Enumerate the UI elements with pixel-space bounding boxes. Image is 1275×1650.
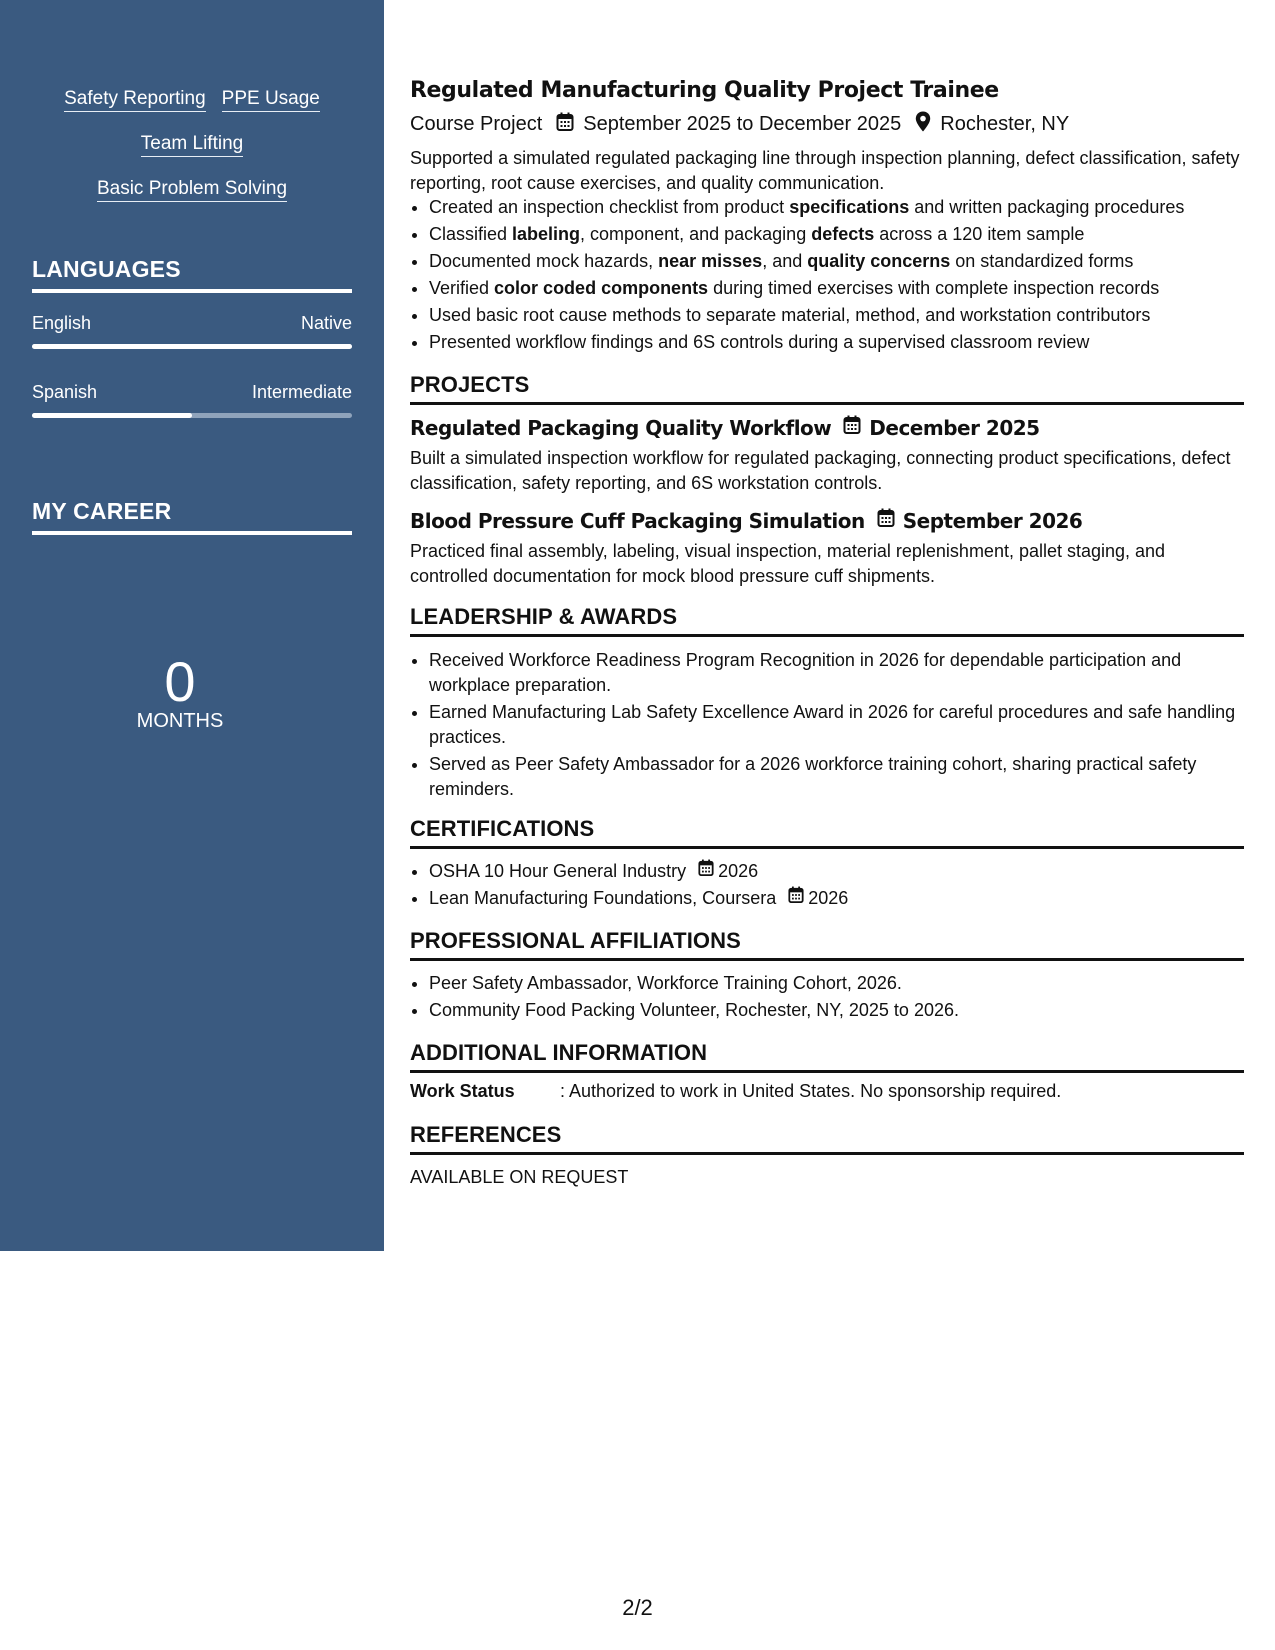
references-text: AVAILABLE ON REQUEST <box>410 1167 629 1187</box>
bullet-text: on standardized forms <box>950 251 1134 271</box>
job-bullet <box>429 221 1263 248</box>
project-date: December 2025 <box>869 415 1040 440</box>
languages-heading: LANGUAGES <box>32 256 352 293</box>
bullet-text: , and <box>762 251 808 271</box>
list-item: • Served as Peer Safety Ambassador for a 2026 workforce training cohort, sharing practical safety reminders. <box>429 752 1263 801</box>
list-item: • Earned Manufacturing Lab Safety Excellence Award in 2026 for careful procedures and safe handling practices. <box>429 700 1263 749</box>
project-name: Blood Pressure Cuff Packaging Simulation <box>410 508 865 533</box>
work-status-value: : Authorized to work in United States. No sponsorship required. <box>560 1081 1062 1101</box>
skill-tag-team-lifting[interactable]: Team Lifting <box>141 133 243 157</box>
skills-row-3 <box>0 178 384 202</box>
certification-name: • OSHA 10 Hour General Industry <box>429 861 687 881</box>
certifications-list <box>410 858 1263 912</box>
skill-tag-ppe-usage[interactable]: PPE Usage <box>222 88 320 112</box>
work-status-row <box>410 1081 1244 1102</box>
project-title-1 <box>410 415 1040 440</box>
list-item <box>429 858 1263 885</box>
language-bar-fill <box>32 413 192 418</box>
job-dates: September 2025 to December 2025 <box>583 113 902 135</box>
language-level: Native <box>300 313 352 333</box>
bullet-text: , component, and packaging <box>580 224 812 244</box>
calendar-icon <box>698 858 714 885</box>
bullet-text: Documented mock hazards, <box>429 251 659 271</box>
bullet-text: across a 120 item sample <box>874 224 1085 244</box>
additional-info-heading: ADDITIONAL INFORMATION <box>410 1040 1244 1073</box>
language-name: Spanish <box>32 382 98 402</box>
career-months-value: 0 <box>164 650 196 713</box>
list-item: • Community Food Packing Volunteer, Rochester, NY, 2025 to 2026. <box>429 997 1263 1024</box>
bullet-text: during timed exercises with complete inspection records <box>708 278 1160 298</box>
language-bar-fill <box>32 344 352 349</box>
language-row-spanish <box>32 382 352 406</box>
bullet-keyword: labeling <box>512 224 581 244</box>
career-months-unit: MONTHS <box>136 710 224 732</box>
job-meta <box>410 111 1069 138</box>
calendar-icon <box>556 112 574 138</box>
bullet-text: Created an inspection checklist from product <box>429 197 790 217</box>
references-heading: REFERENCES <box>410 1122 1244 1155</box>
job-bullet <box>429 275 1263 302</box>
work-status-label: Work Status <box>410 1081 515 1101</box>
calendar-icon <box>788 885 804 912</box>
project-name: Regulated Packaging Quality Workflow <box>410 415 832 440</box>
bullet-keyword: defects <box>811 224 875 244</box>
job-bullet <box>429 302 1263 329</box>
project-description-1: Built a simulated inspection workflow for regulated packaging, connecting product specifications, defect classification, safety reporting, and 6S workstation controls. <box>410 448 1231 493</box>
page-number: 2/2 <box>622 1595 653 1620</box>
project-title-2 <box>410 508 1082 533</box>
map-pin-icon <box>915 111 931 138</box>
language-bar-spanish <box>32 413 352 418</box>
job-summary: Supported a simulated regulated packaging line through inspection planning, defect classification, safety reporting, root cause exercises, and quality communication. <box>410 148 1240 193</box>
language-name: English <box>32 313 92 333</box>
job-title: Regulated Manufacturing Quality Project Trainee <box>410 78 999 103</box>
certification-year: 2026 <box>718 861 759 881</box>
affiliations-list <box>410 970 1263 1024</box>
job-bullet <box>429 194 1263 221</box>
skills-row-1 <box>0 88 384 112</box>
project-date: September 2026 <box>902 508 1083 533</box>
bullet-keyword: quality concerns <box>807 251 951 271</box>
list-item: • Peer Safety Ambassador, Workforce Training Cohort, 2026. <box>429 970 1263 997</box>
job-type: Course Project <box>410 113 543 135</box>
bullet-text: Used basic root cause methods to separate material, method, and workstation contributors <box>429 305 1151 325</box>
project-description-2: Practiced final assembly, labeling, visual inspection, material replenishment, pallet staging, and controlled documentation for mock blood pressure cuff shipments. <box>410 541 1166 586</box>
job-bullet <box>429 329 1263 356</box>
skill-tag-basic-problem-solving[interactable]: Basic Problem Solving <box>97 178 287 202</box>
leadership-list <box>410 648 1263 801</box>
list-item: • Received Workforce Readiness Program Recognition in 2026 for dependable participation and workplace preparation. <box>429 648 1263 697</box>
projects-heading: PROJECTS <box>410 372 1244 405</box>
job-bullet <box>429 248 1263 275</box>
language-row-english <box>32 313 352 337</box>
bullet-keyword: specifications <box>789 197 910 217</box>
bullet-keyword: color coded components <box>494 278 709 298</box>
career-heading: MY CAREER <box>32 498 352 535</box>
language-bar-english <box>32 344 352 349</box>
language-level: Intermediate <box>251 382 352 402</box>
bullet-text: and written packaging procedures <box>909 197 1185 217</box>
skill-tag-safety-reporting[interactable]: Safety Reporting <box>64 88 206 112</box>
certification-name: • Lean Manufacturing Foundations, Coursera <box>429 888 777 908</box>
bullet-keyword: near misses <box>658 251 763 271</box>
certification-year: 2026 <box>808 888 849 908</box>
calendar-icon <box>843 415 861 440</box>
job-bullets <box>410 194 1263 356</box>
bullet-text: Verified <box>429 278 495 298</box>
sidebar <box>0 0 384 1251</box>
bullet-text: Classified <box>429 224 513 244</box>
calendar-icon <box>877 508 895 533</box>
certifications-heading: CERTIFICATIONS <box>410 816 1244 849</box>
job-location: Rochester, NY <box>940 113 1070 135</box>
bullet-text: Presented workflow findings and 6S controls during a supervised classroom review <box>429 332 1090 352</box>
list-item <box>429 885 1263 912</box>
skills-row-2 <box>0 133 384 157</box>
affiliations-heading: PROFESSIONAL AFFILIATIONS <box>410 928 1244 961</box>
leadership-heading: LEADERSHIP & AWARDS <box>410 604 1244 637</box>
